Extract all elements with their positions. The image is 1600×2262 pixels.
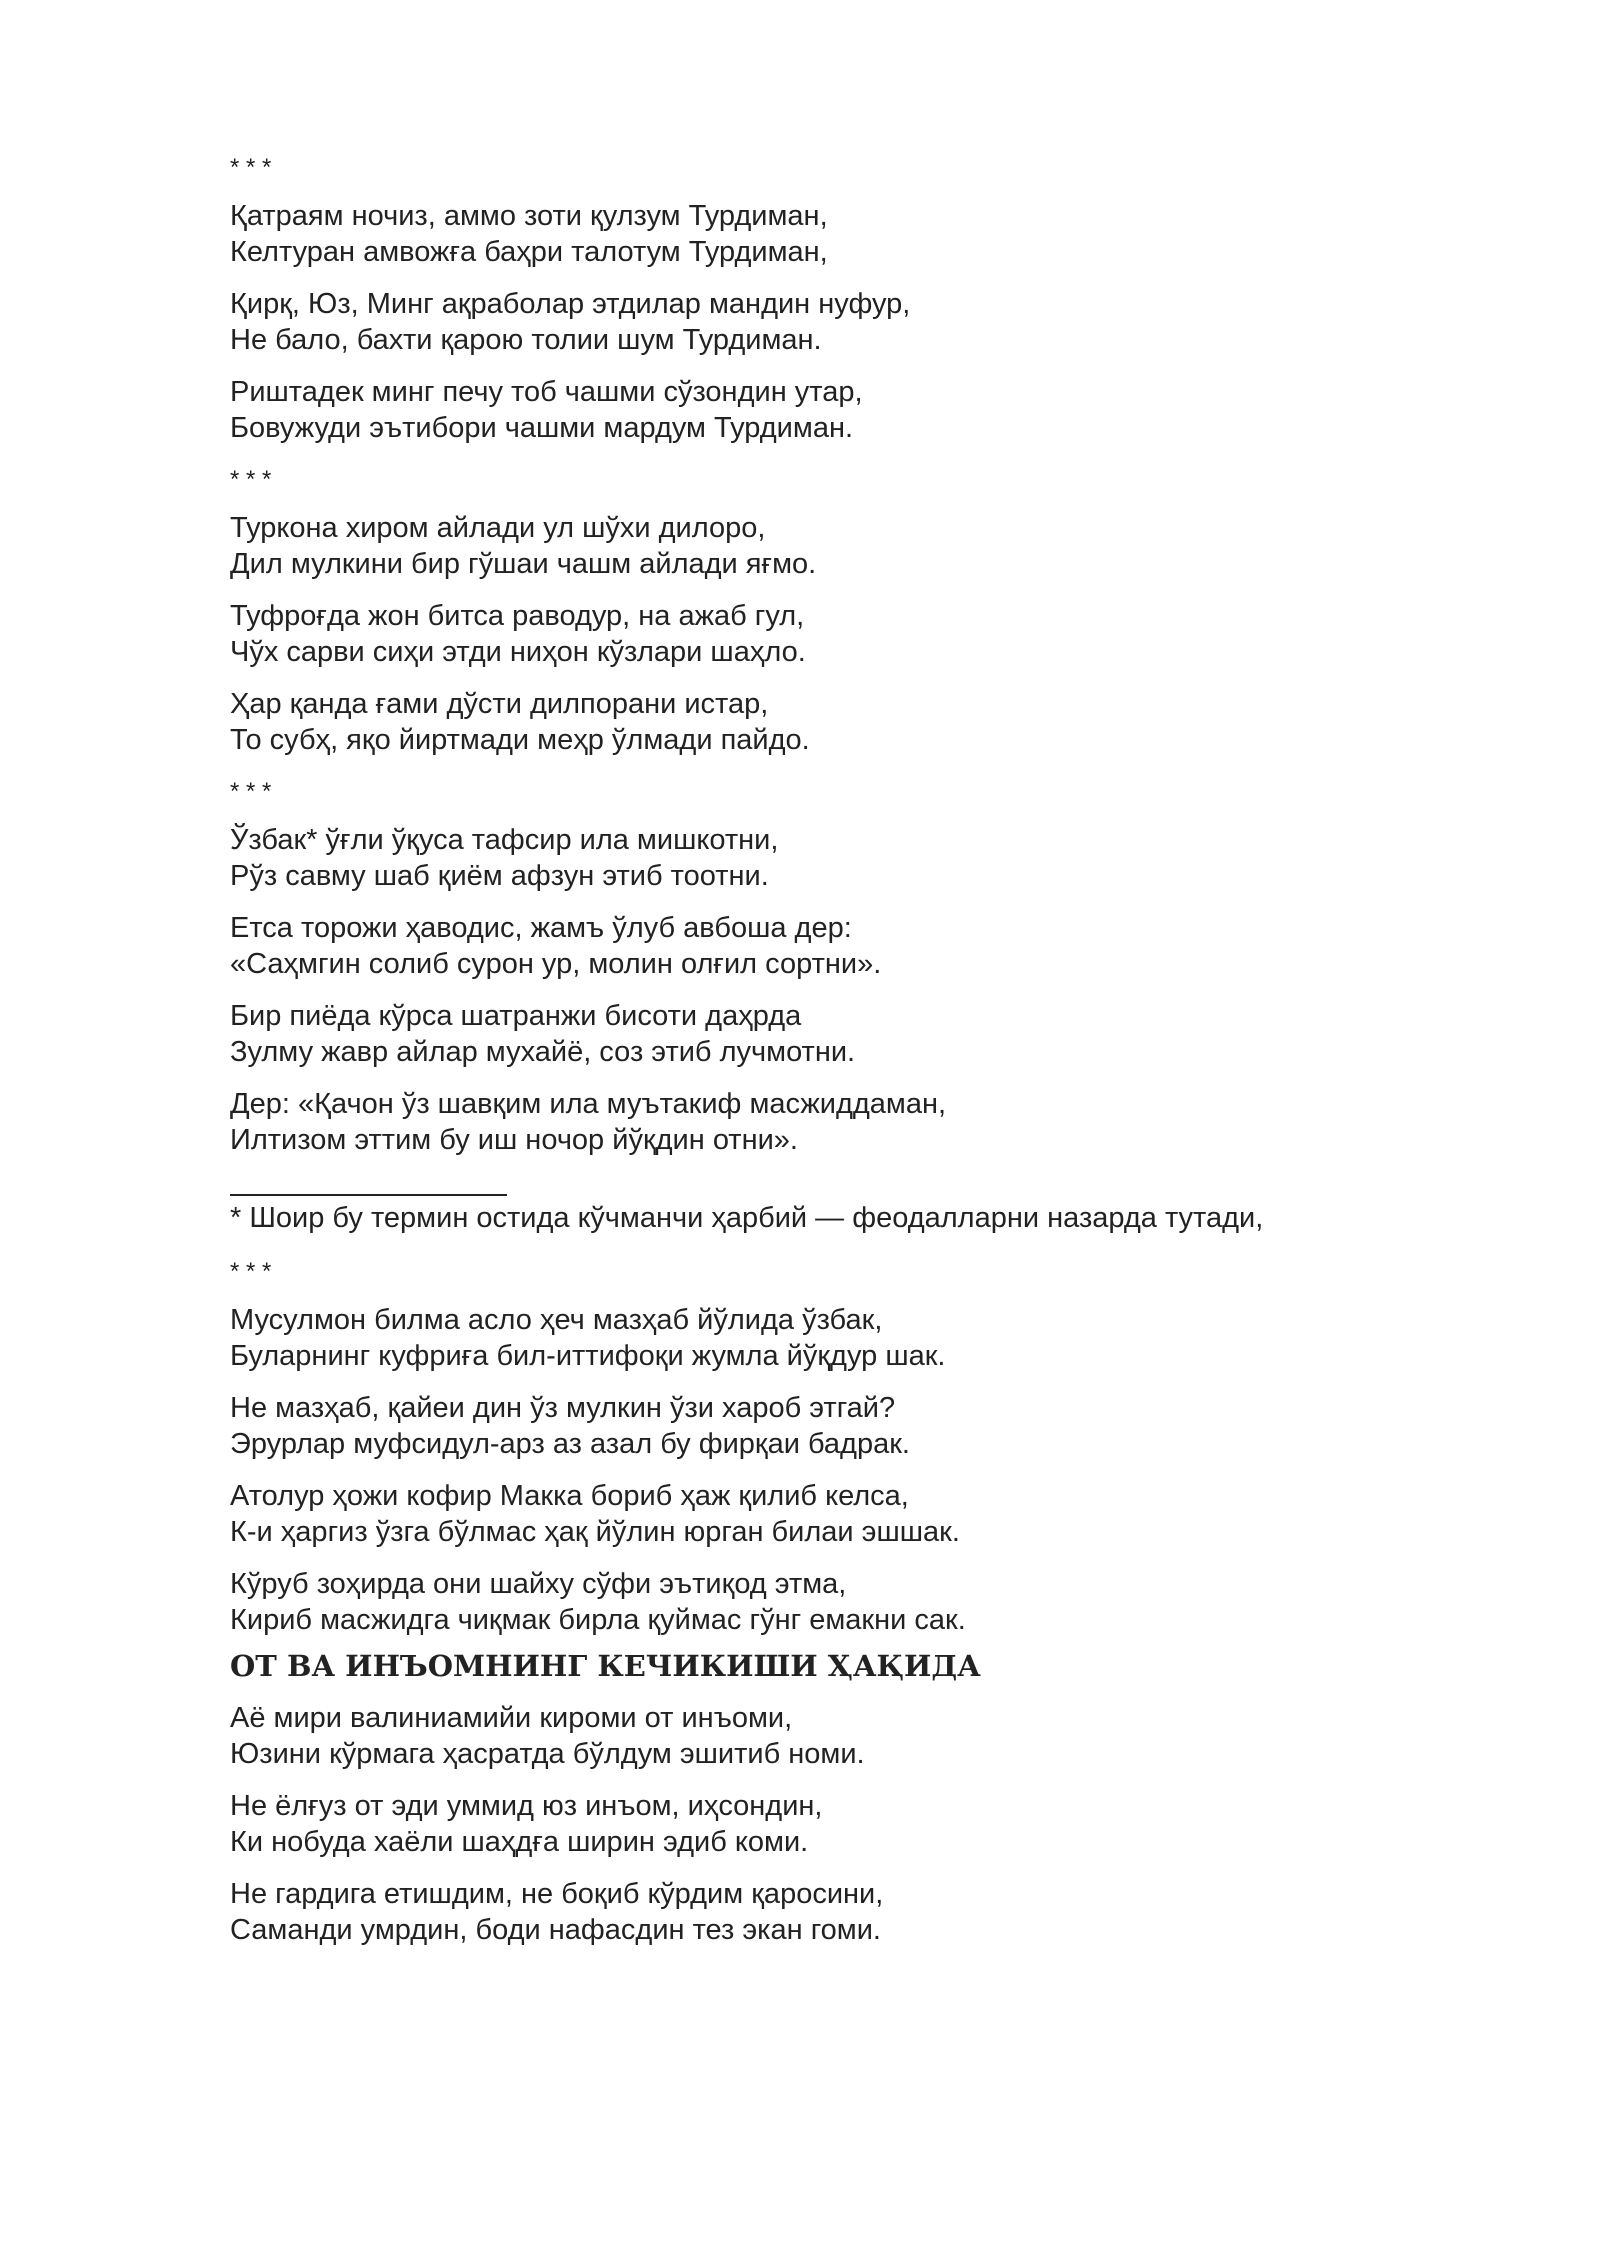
section-separator: * * * (230, 778, 272, 805)
section-separator: * * * (230, 466, 272, 493)
verse-line: Ҳар қанда ғами дўсти дилпорани истар, (230, 688, 769, 720)
verse-line: Не ёлғуз от эди уммид юз инъом, иҳсондин, (230, 1790, 823, 1822)
verse-line: Етса торожи ҳаводис, жамъ ўлуб авбоша дер: (230, 912, 852, 944)
stanza (230, 910, 1430, 982)
verse-line: Дил мулкини бир гўшаи чашм айлади яғмо. (230, 548, 817, 580)
verse-line: Туфроғда жон битса раводур, на ажаб гул, (230, 600, 805, 632)
stanza (230, 286, 1430, 358)
stanza (230, 198, 1430, 270)
verse-line: Юзини кўрмага ҳасратда бўлдум эшитиб номи. (230, 1738, 865, 1770)
stanza (230, 1302, 1430, 1374)
stanza (230, 1478, 1430, 1550)
verse-line: Илтизом эттим бу иш ночор йўқдин отни». (230, 1124, 798, 1156)
verse-line: Бир пиёда кўрса шатранжи бисоти даҳрда (230, 1000, 802, 1032)
verse-line: Атолур ҳожи кофир Макка бориб ҳаж қилиб келса, (230, 1480, 909, 1512)
verse-line: Не мазҳаб, қайеи дин ўз мулкин ўзи хароб этгай? (230, 1392, 896, 1424)
section-separator: * * * (230, 154, 272, 181)
section-separator: * * * (230, 1258, 272, 1285)
stanza (230, 822, 1430, 894)
verse-line: То субҳ, яқо йиртмади меҳр ўлмади пайдо. (230, 724, 810, 756)
verse-line: К-и ҳаргиз ўзга бўлмас ҳақ йўлин юрган билаи эшшак. (230, 1516, 960, 1548)
verse-line: Қирқ, Юз, Минг ақраболар этдилар мандин нуфур, (230, 288, 911, 320)
stanza (230, 1566, 1430, 1638)
verse-line: Дер: «Қачон ўз шавқим ила муътакиф масжиддаман, (230, 1088, 947, 1120)
stanza (230, 598, 1430, 670)
verse-line: «Саҳмгин солиб сурон ур, молин олғил сортни». (230, 948, 882, 980)
stanza (230, 1700, 1430, 1772)
verse-line: Бовужуди эътибори чашми мардум Турдиман. (230, 412, 854, 444)
verse-line: Аё мири валиниамийи кироми от инъоми, (230, 1702, 793, 1734)
verse-line: Зулму жавр айлар мухайё, соз этиб лучмотни. (230, 1036, 856, 1068)
verse-line: Ки нобуда хаёли шаҳдға ширин эдиб коми. (230, 1826, 809, 1858)
verse-line: Рўз савму шаб қиём афзун этиб тоотни. (230, 860, 769, 892)
verse-line: Кириб масжидга чиқмак бирла қуймас гўнг емакни сак. (230, 1604, 966, 1636)
verse-line: Эрурлар муфсидул-арз аз азал бу фирқаи бадрак. (230, 1428, 910, 1460)
stanza (230, 1390, 1430, 1462)
stanza (230, 1876, 1430, 1948)
stanza (230, 998, 1430, 1070)
verse-line: Не бало, бахти қарою толии шум Турдиман. (230, 324, 822, 356)
verse-line: Чўх сарви сиҳи этди ниҳон кўзлари шаҳло. (230, 636, 806, 668)
verse-line: Буларнинг куфриға бил-иттифоқи жумла йўқдур шак. (230, 1340, 946, 1372)
document-page (230, 150, 1430, 1964)
stanza (230, 686, 1430, 758)
stanza (230, 374, 1430, 446)
verse-line: Туркона хиром айлади ул шўхи дилоро, (230, 512, 766, 544)
verse-line: Риштадек минг печу тоб чашми сўзондин утар, (230, 376, 863, 408)
stanza (230, 1788, 1430, 1860)
footnote: * Шоир бу термин остида кўчманчи ҳарбий — феодалларни назарда тутади, (230, 1202, 1264, 1234)
verse-line: Мусулмон билма асло ҳеч мазҳаб йўлида ўзбак, (230, 1304, 883, 1336)
verse-line: Кўруб зоҳирда они шайху сўфи эътиқод этма, (230, 1568, 847, 1600)
poem-heading: ОТ ВА ИНЪОМНИНГ КЕЧИКИШИ ҲАҚИДА (230, 1649, 981, 1683)
stanza (230, 1086, 1430, 1158)
verse-line: Ўзбак* ўғли ўқуса тафсир ила мишкотни, (230, 824, 779, 856)
verse-line: Қатраям ночиз, аммо зоти қулзум Турдиман, (230, 200, 828, 232)
stanza (230, 510, 1430, 582)
verse-line: Не гардига етишдим, не боқиб кўрдим қаросини, (230, 1878, 884, 1910)
verse-line: Келтуран амвожға баҳри талотум Турдиман, (230, 236, 828, 268)
verse-line: Саманди умрдин, боди нафасдин тез экан гоми. (230, 1914, 881, 1946)
footnote-divider (230, 1194, 507, 1196)
